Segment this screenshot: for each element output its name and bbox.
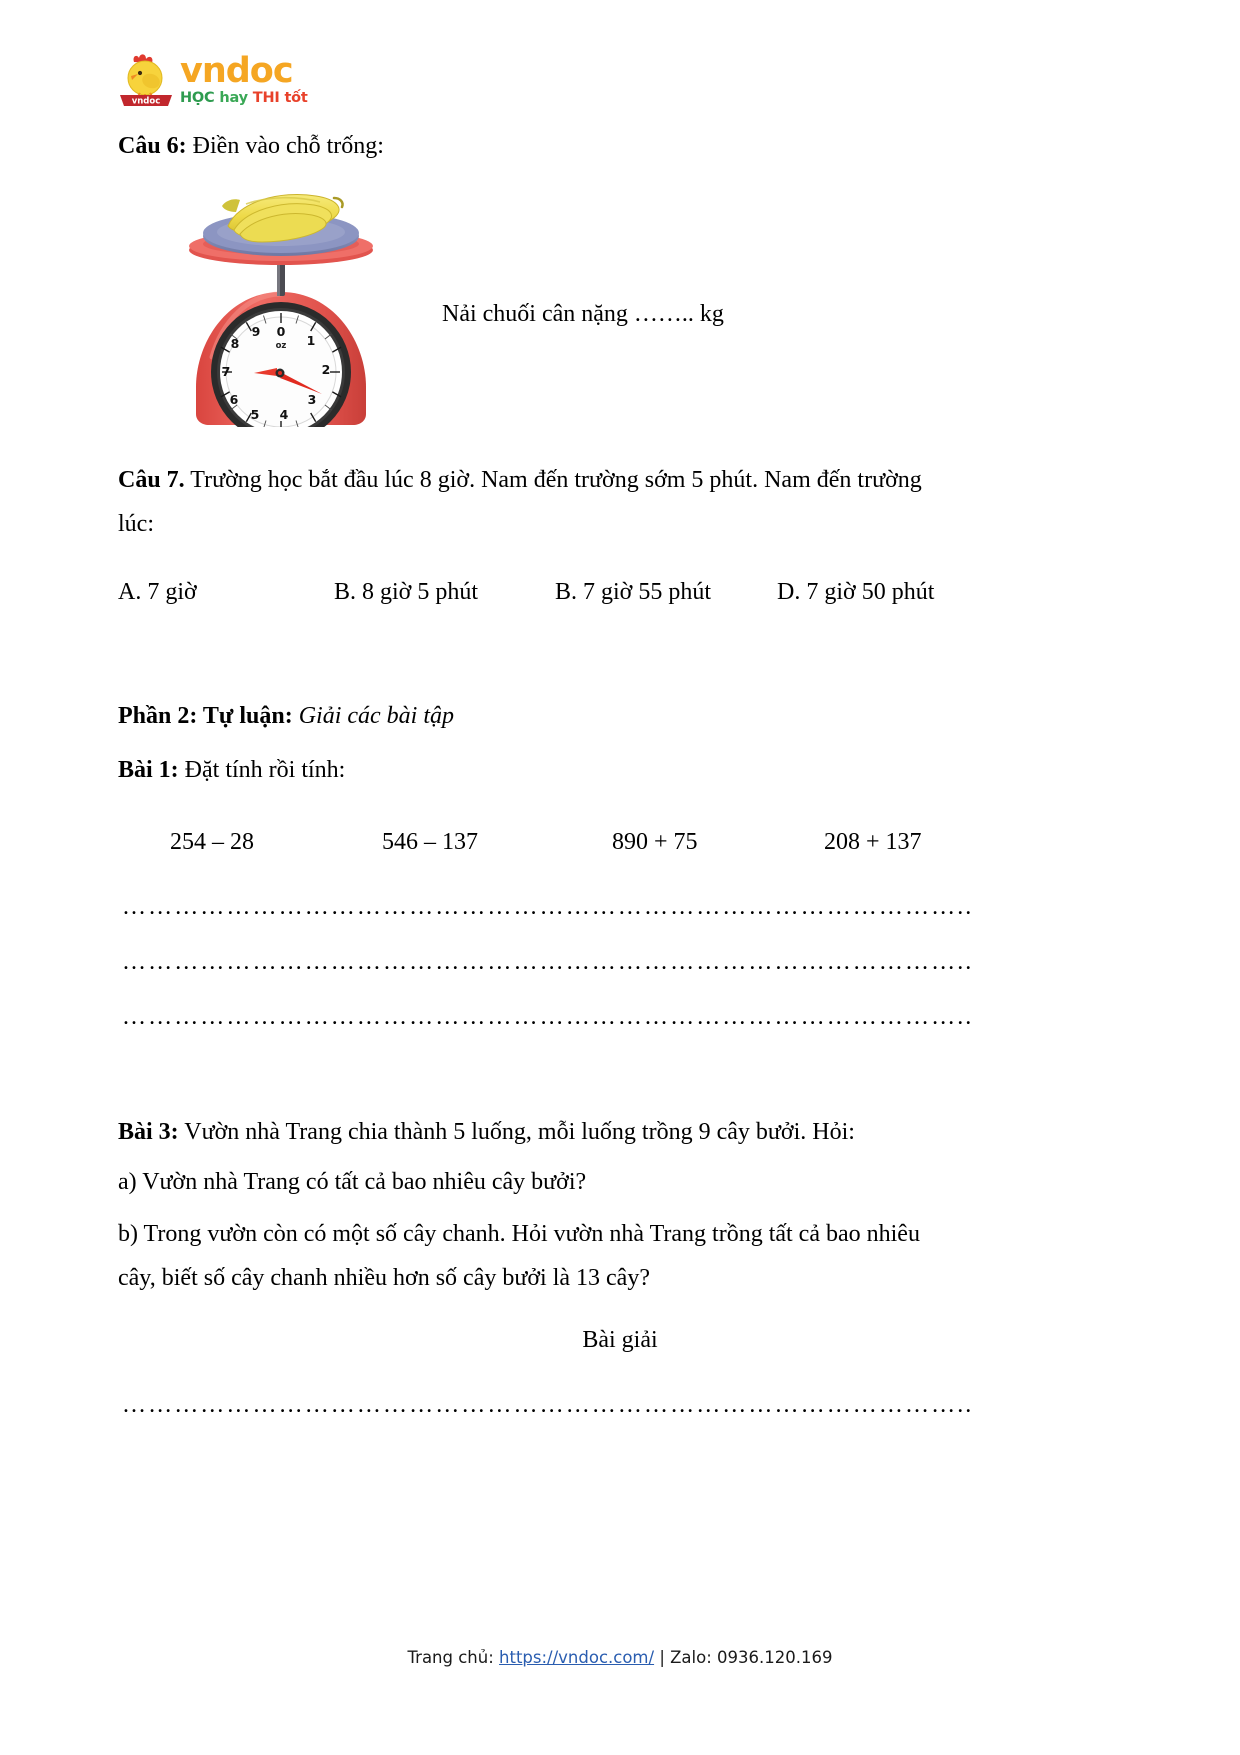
logo-text [180,50,308,107]
question-6-label: Câu 6: [118,133,187,159]
logo-wordmark: vndoc [180,51,293,91]
svg-text:8: 8 [230,336,240,351]
exercise-3-part-b-line1: b) Trong vườn còn có một số cây chanh. Hỏi vườn nhà Trang trồng tất cả bao nhiêu [118,1221,920,1247]
section-2-subtitle: Giải các bài tập [292,703,454,729]
exercise-3-text: Vườn nhà Trang chia thành 5 luống, mỗi luống trồng 9 cây bưởi. Hỏi: [178,1119,855,1145]
solution-heading: Bài giải [582,1327,658,1353]
option-a[interactable]: A. 7 giờ [118,579,197,605]
question-7-label: Câu 7. [118,467,185,493]
answer-line-4[interactable]: …………………………………………………………………………………….. [122,1392,974,1418]
exercise-3-part-b-line2: cây, biết số cây chanh nhiều hơn số cây bưởi là 13 cây? [118,1265,650,1291]
vndoc-logo [118,50,308,112]
svg-text:9: 9 [251,324,261,339]
answer-line-3[interactable]: …………………………………………………………………………………….. [122,1004,974,1030]
svg-text:4: 4 [279,407,289,422]
question-6-text: Điền vào chỗ trống: [186,133,384,159]
exercise-3-part-b [118,1212,1128,1300]
page-footer [0,1648,1240,1667]
svg-text:3: 3 [307,392,317,407]
question-7-prompt [118,458,1128,502]
expression-3: 890 + 75 [612,829,698,855]
tagline-tot: tốt [284,90,308,106]
question-7-text-continued: lúc: [118,511,154,537]
chick-mascot-icon [118,50,174,108]
svg-text:0: 0 [276,324,286,339]
tagline-hoc: HỌC [180,90,215,106]
exercise-3-part-a: a) Vườn nhà Trang có tất cả bao nhiêu cây bưởi? [118,1169,587,1195]
footer-prefix: Trang chủ: [407,1648,500,1667]
svg-text:vndoc: vndoc [131,96,161,107]
exercise-3-prompt [118,1110,1128,1154]
svg-text:6: 6 [229,392,239,407]
footer-suffix: | Zalo: 0936.120.169 [654,1648,833,1667]
tagline-hay: hay [219,90,248,106]
tagline-thi: THI [252,90,280,106]
option-d[interactable]: D. 7 giờ 50 phút [777,579,935,605]
footer-website-link[interactable]: https://vndoc.com/ [499,1648,655,1667]
expression-4: 208 + 137 [824,829,922,855]
answer-line-1[interactable]: …………………………………………………………………………………….. [122,894,974,920]
exercise-1-prompt [118,748,1122,792]
exercise-1-label: Bài 1: [118,757,179,783]
svg-text:2: 2 [321,362,331,377]
section-2-heading [118,694,1122,738]
logo-tagline [180,90,308,107]
svg-text:5: 5 [250,407,260,422]
option-c[interactable]: B. 7 giờ 55 phút [555,579,712,605]
question-7-text: Trường học bắt đầu lúc 8 giờ. Nam đến trường sớm 5 phút. Nam đến trường [184,467,922,493]
question-6-prompt [118,124,1122,168]
question-6-answer-caption: Nải chuối cân nặng …….. kg [442,301,724,327]
expression-1: 254 – 28 [170,829,254,855]
dial-unit-label: oz [275,341,287,351]
section-2-label: Phần 2: Tự luận: [118,703,293,729]
exercise-1-text: Đặt tính rồi tính: [178,757,346,783]
svg-text:7: 7 [221,364,231,379]
exercise-3-label: Bài 3: [118,1119,179,1145]
svg-text:1: 1 [306,333,316,348]
answer-line-2[interactable]: …………………………………………………………………………………….. [122,949,974,975]
expression-2: 546 – 137 [382,829,478,855]
option-b[interactable]: B. 8 giờ 5 phút [334,579,479,605]
kitchen-scale-image [176,182,386,427]
